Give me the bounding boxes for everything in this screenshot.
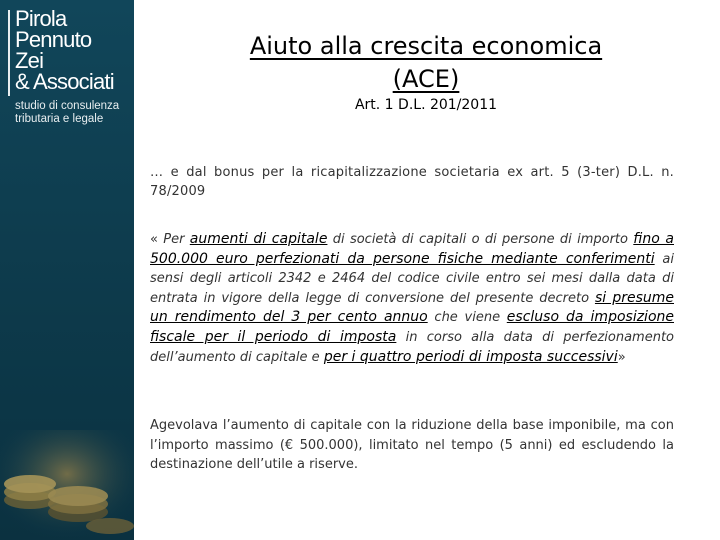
slide-title xyxy=(208,30,644,96)
quote-underline: per i quattro periodi di imposta successivi xyxy=(323,348,618,365)
quote-text: in corso alla data di perfezionamento dell’aumento di capitale e xyxy=(150,329,674,365)
firm-name-line: Zei xyxy=(15,48,44,73)
quote-text: Per xyxy=(163,232,190,247)
quote-text: che viene xyxy=(427,310,507,326)
title-line: Aiuto alla crescita economica xyxy=(249,32,603,60)
quote-open: « xyxy=(150,232,164,247)
coins-image xyxy=(0,430,134,540)
quote-underline: fino a 500.000 euro perfezionati da persone fisiche mediante conferimenti xyxy=(150,231,674,267)
firm-logo xyxy=(15,8,114,92)
firm-tagline xyxy=(15,100,119,126)
firm-name-line: & Associati xyxy=(15,69,114,94)
quote-underline: si presume un rendimento del 3 per cento annuo xyxy=(150,289,674,326)
quote-underline: escluso da imposizione fiscale per il periodo di imposta xyxy=(150,309,674,345)
quote-text: di società di capitali o di persone di importo xyxy=(327,232,634,247)
tagline-line: tributaria e legale xyxy=(15,113,104,125)
slide-subtitle: Art. 1 D.L. 201/2011 xyxy=(354,97,498,113)
title-line: (ACE) xyxy=(392,65,460,93)
quote-underline: aumenti di capitale xyxy=(189,231,328,247)
body-text: Agevolava l’aumento di capitale con la riduzione della base imponibile, ma con l’importo massimo (€ 500.000), limitato nel tempo (5 anni) ed escludendo la destinazione dell’utile a riserve. xyxy=(150,418,674,473)
intro-text: … e dal bonus per la ricapitalizzazione societaria ex art. 5 (3-ter) D.L. n. 78/2009 xyxy=(150,165,674,199)
quote-close: » xyxy=(617,349,626,365)
firm-name-line: Pennuto xyxy=(15,27,92,52)
quote-text: ai sensi degli articoli 2342 e 2464 del codice civile entro sei mesi dalla data di entrata in vigore della legge di conversione del presente decreto xyxy=(150,251,675,306)
brand-sidebar xyxy=(0,0,134,540)
law-quote xyxy=(150,230,674,367)
logo-divider xyxy=(8,10,10,96)
firm-name-line: Pirola xyxy=(15,6,67,31)
tagline-line: studio di consulenza xyxy=(15,100,120,112)
